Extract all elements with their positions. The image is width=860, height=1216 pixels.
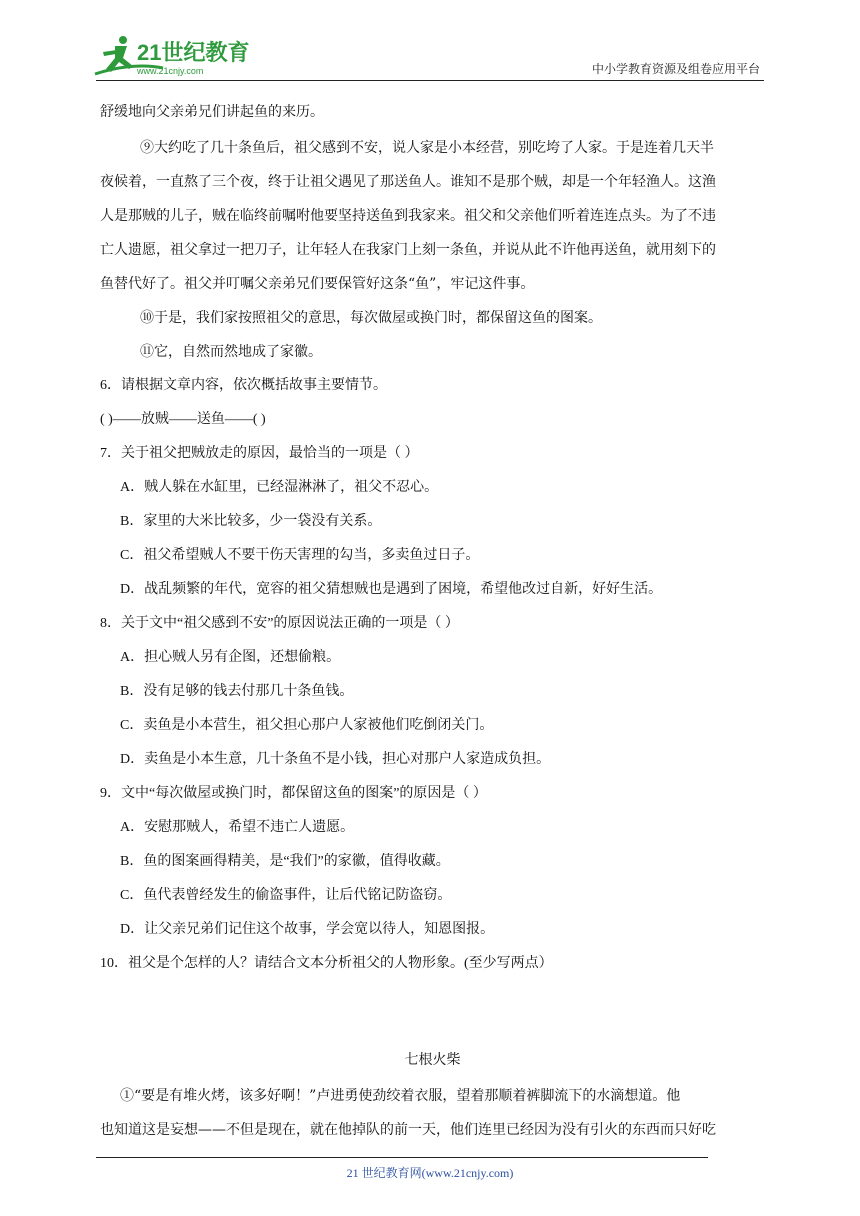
passage-line: 亡人遗愿，祖父拿过一把刀子，让年轻人在我家门上刻一条鱼，并说从此不许他再送鱼，就用刻下的 [100, 242, 716, 258]
logo-text: 21世纪教育 [137, 40, 250, 65]
question-6-blanks: ( )——放贼——送鱼——( ) [100, 412, 266, 427]
footer-divider [96, 1157, 708, 1158]
option-a: A．贼人躲在水缸里，已经湿淋淋了，祖父不忍心。 [120, 480, 439, 495]
passage-line: ⑨大约吃了几十条鱼后，祖父感到不安，说人家是小本经营，别吃垮了人家。于是连着几天半 [140, 140, 714, 156]
question-10: 10．祖父是个怎样的人？请结合文本分析祖父的人物形象。(至少写两点） [100, 956, 553, 971]
passage-line: 人是那贼的儿子，贼在临终前嘱咐他要坚持送鱼到我家来。祖父和父亲他们听着连连点头。为了不违 [100, 208, 716, 224]
option-b: B．鱼的图案画得精美，是“我们”的家徽，值得收藏。 [120, 854, 450, 869]
story-title: 七根火柴 [404, 1052, 461, 1068]
story-line: 也知道这是妄想——不但是现在，就在他掉队的前一天，他们连里已经因为没有引火的东西而只好吃 [100, 1122, 716, 1138]
option-d: D．战乱频繁的年代，宽容的祖父猜想贼也是遇到了困境，希望他改过自新，好好生活。 [120, 582, 663, 597]
passage-line: ⑩于是，我们家按照祖父的意思，每次做屋或换门时，都保留这鱼的图案。 [140, 310, 602, 326]
option-b: B．没有足够的钱去付那几十条鱼钱。 [120, 684, 354, 699]
option-c: C．祖父希望贼人不要干伤天害理的勾当，多卖鱼过日子。 [120, 548, 480, 563]
page-header [0, 0, 860, 90]
question-9: 9．文中“每次做屋或换门时，都保留这鱼的图案”的原因是（ ） [100, 786, 487, 801]
question-8: 8．关于文中“祖父感到不安”的原因说法正确的一项是（ ） [100, 616, 459, 631]
question-7: 7．关于祖父把贼放走的原因，最恰当的一项是（ ） [100, 446, 419, 461]
story-line: ①“要是有堆火烤，该多好啊！”卢进勇使劲绞着衣服，望着那顺着裤脚流下的水滴想道。他 [120, 1088, 681, 1104]
option-a: A．担心贼人另有企图，还想偷粮。 [120, 650, 341, 665]
passage-line: 舒缓地向父亲弟兄们讲起鱼的来历。 [100, 104, 324, 120]
site-tagline: 中小学教育资源及组卷应用平台 [591, 62, 760, 76]
option-a: A．安慰那贼人，希望不违亡人遗愿。 [120, 820, 355, 835]
option-c: C．鱼代表曾经发生的偷盗事件，让后代铭记防盗窃。 [120, 888, 452, 903]
header-divider [96, 80, 764, 81]
site-logo[interactable] [93, 32, 263, 82]
option-c: C．卖鱼是小本营生，祖父担心那户人家被他们吃倒闭关门。 [120, 718, 494, 733]
logo-url: www.21cnjy.com [137, 66, 204, 76]
passage-line: ⑪它，自然而然地成了家徽。 [140, 344, 322, 360]
option-b: B．家里的大米比较多，少一袋没有关系。 [120, 514, 382, 529]
option-d: D．让父亲兄弟们记住这个故事，学会宽以待人，知恩图报。 [120, 922, 495, 937]
option-d: D．卖鱼是小本生意，几十条鱼不是小钱，担心对那户人家造成负担。 [120, 752, 551, 767]
footer-link[interactable]: 21 世纪教育网(www.21cnjy.com) [346, 1166, 514, 1180]
passage-line: 夜候着，一直熬了三个夜，终于让祖父遇见了那送鱼人。谁知不是那个贼，却是一个年轻渔人。这渔 [100, 174, 716, 190]
question-6: 6．请根据文章内容，依次概括故事主要情节。 [100, 378, 387, 393]
passage-line: 鱼替代好了。祖父并叮嘱父亲弟兄们要保管好这条“鱼”，牢记这件事。 [100, 276, 535, 292]
